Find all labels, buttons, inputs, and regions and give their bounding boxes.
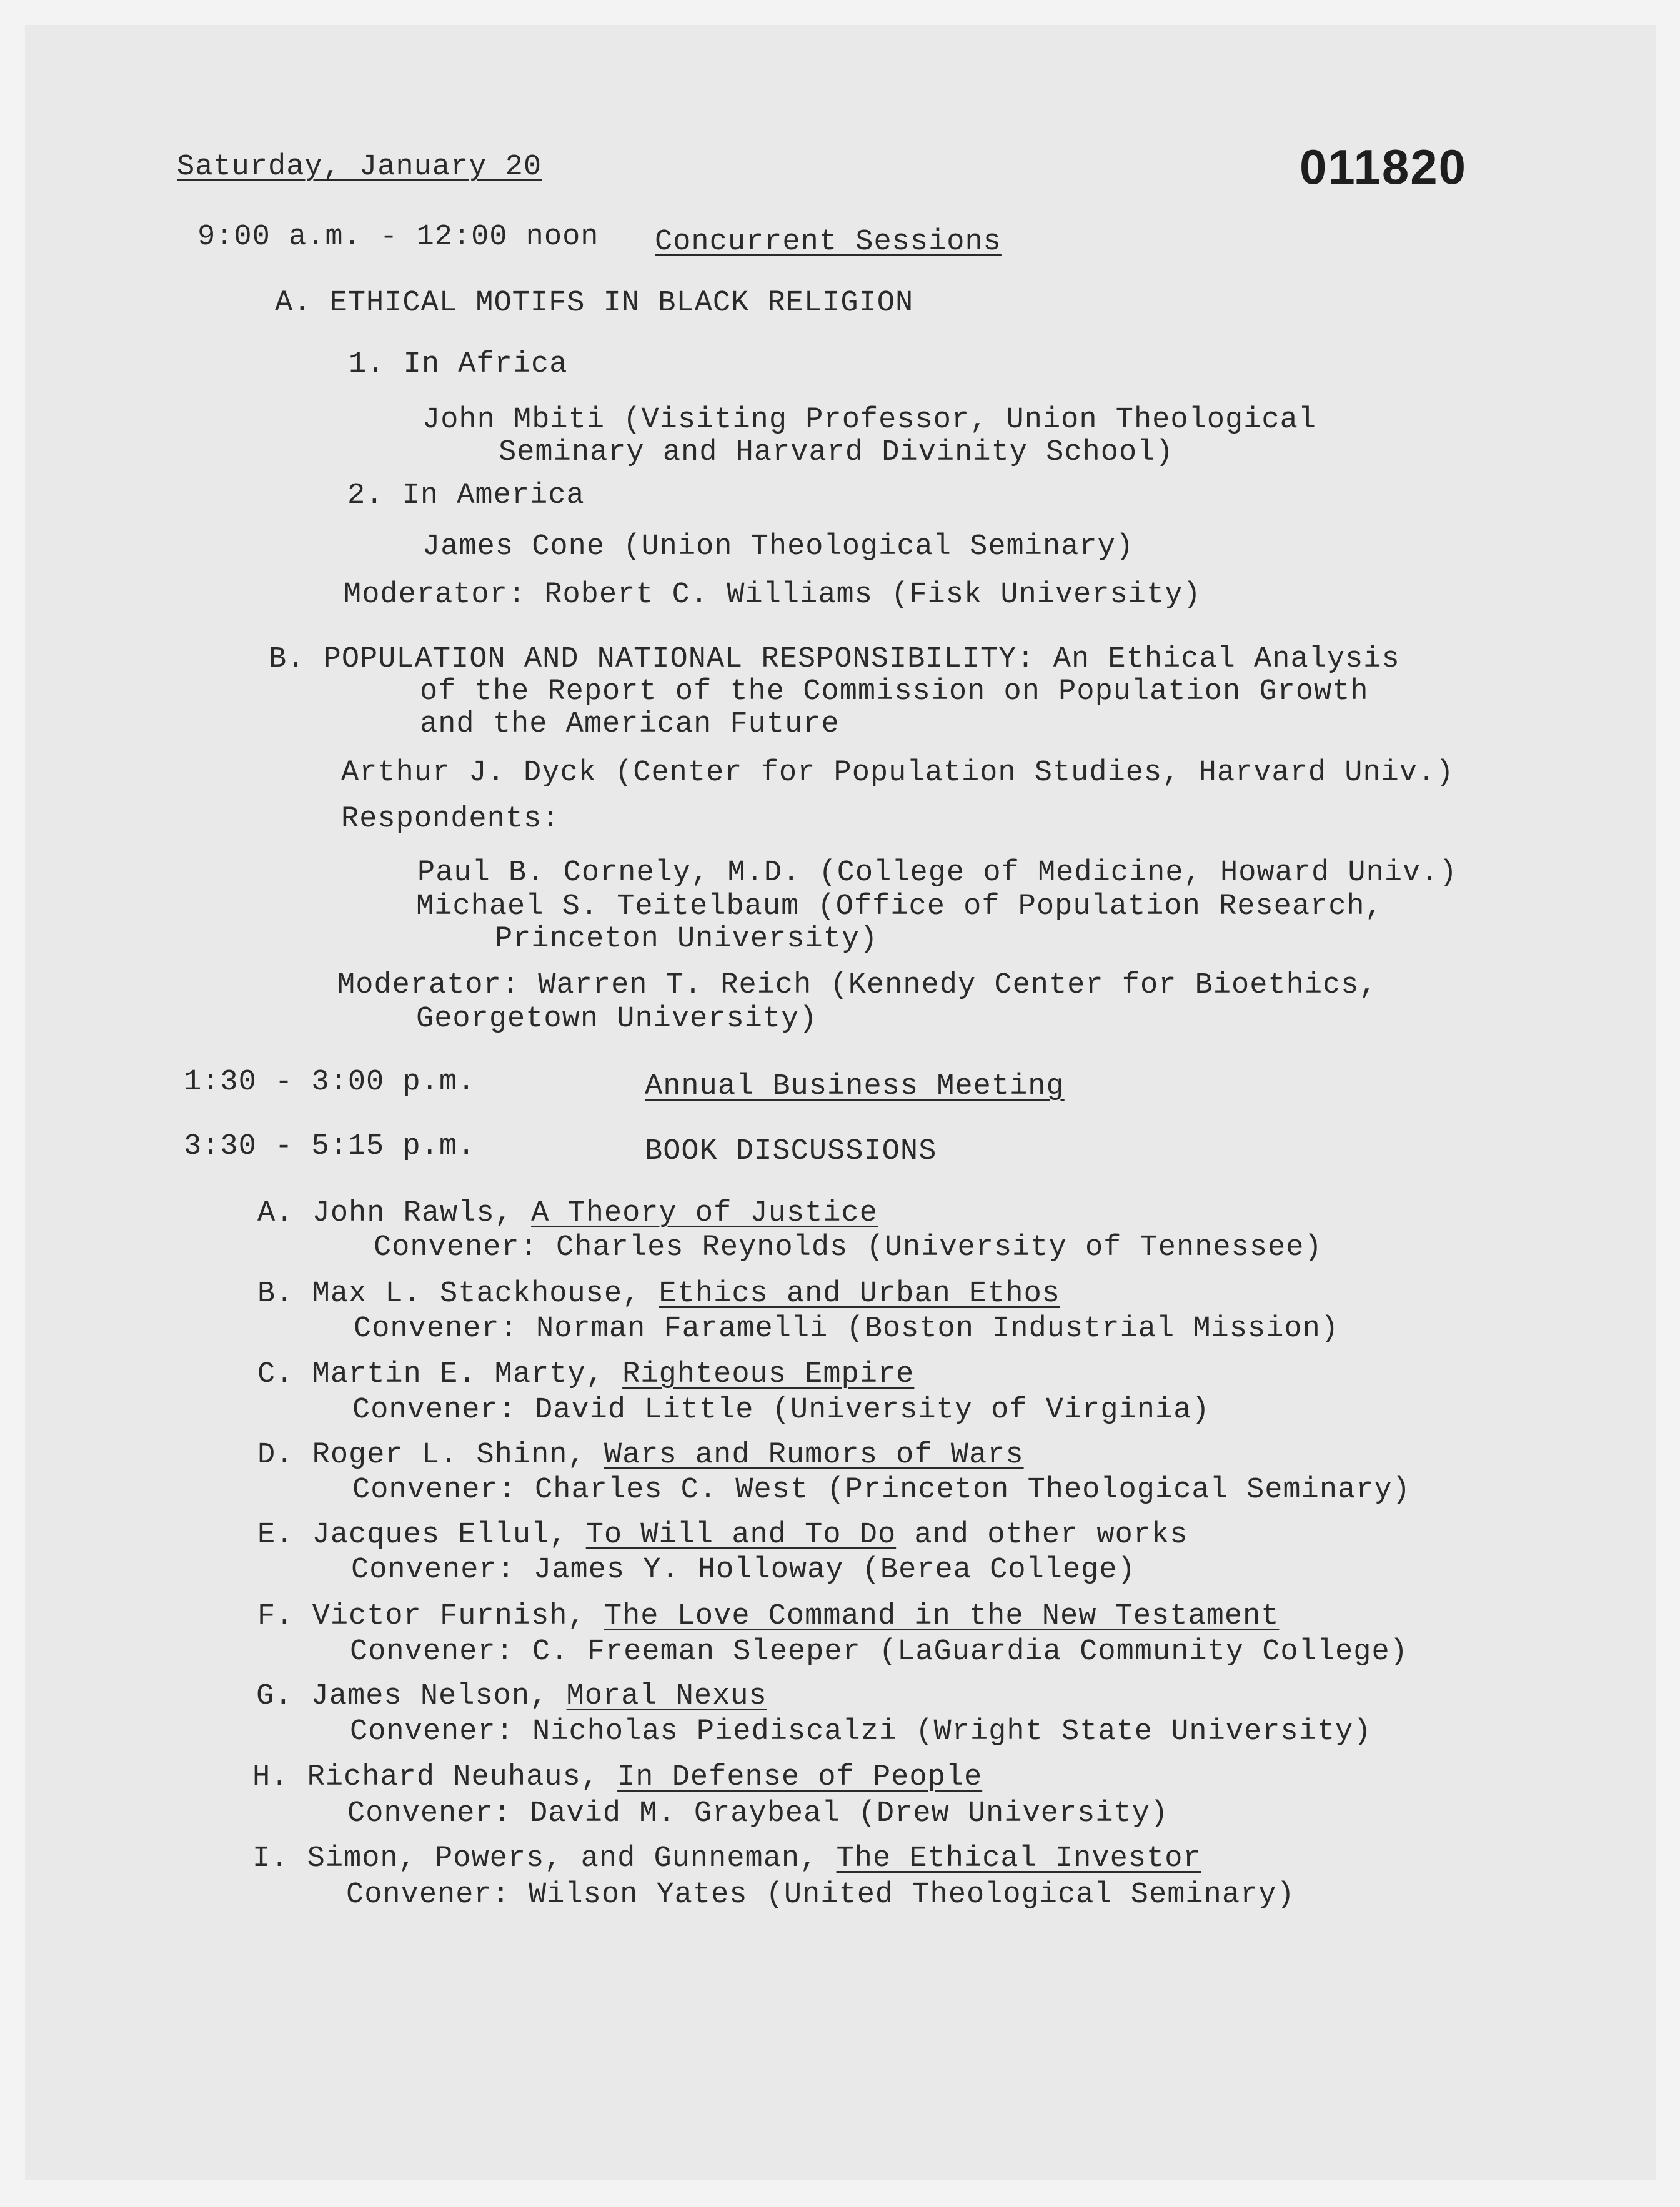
book-author: H. Richard Neuhaus,: [252, 1761, 618, 1794]
book-author: A. John Rawls,: [257, 1197, 532, 1230]
book-author: F. Victor Furnish,: [257, 1600, 604, 1633]
book-item-g: [256, 1679, 767, 1714]
morning-title: Concurrent Sessions: [655, 226, 1002, 259]
book-convener-d: Convener: Charles C. West (Princeton Theological Seminary): [352, 1474, 1411, 1507]
book-title: Ethics and Urban Ethos: [659, 1277, 1061, 1311]
book-convener-e: Convener: James Y. Holloway (Berea College): [351, 1554, 1136, 1587]
book-title: The Love Command in the New Testament: [604, 1600, 1280, 1633]
book-title: Moral Nexus: [566, 1680, 767, 1713]
session-a-sub2-speaker: James Cone (Union Theological Seminary): [422, 530, 1134, 563]
session-b-moderator: Moderator: Warren T. Reich (Kennedy Center for Bioethics,: [337, 969, 1378, 1002]
book-title: In Defense of People: [617, 1761, 983, 1794]
book-title: To Will and To Do: [585, 1519, 897, 1552]
book-item-c: [257, 1357, 914, 1392]
books-time: 3:30 - 5:15 p.m.: [184, 1130, 476, 1163]
document-number: 011820: [1300, 139, 1467, 194]
book-convener-g: Convener: Nicholas Piediscalzi (Wright State University): [350, 1715, 1372, 1748]
business-title: Annual Business Meeting: [645, 1070, 1065, 1103]
book-convener-b: Convener: Norman Faramelli (Boston Industrial Mission): [354, 1312, 1340, 1346]
book-item-h: [252, 1760, 982, 1795]
session-a-sub1-speaker: John Mbiti (Visiting Professor, Union Theological: [422, 404, 1317, 437]
book-convener-c: Convener: David Little (University of Virginia): [352, 1394, 1210, 1427]
book-item-i: [252, 1842, 1201, 1877]
book-suffix: and other works: [896, 1519, 1188, 1552]
book-convener-a: Convener: Charles Reynolds (University of Tennessee): [374, 1231, 1323, 1264]
book-item-e: [257, 1518, 1188, 1553]
business-time: 1:30 - 3:00 p.m.: [184, 1066, 476, 1099]
book-item-d: [257, 1438, 1024, 1473]
session-b-heading-cont-2: and the American Future: [420, 708, 840, 741]
book-convener-f: Convener: C. Freeman Sleeper (LaGuardia Community College): [350, 1635, 1408, 1669]
session-b-speaker: Arthur J. Dyck (Center for Population Studies, Harvard Univ.): [341, 756, 1454, 790]
book-item-b: [257, 1277, 1060, 1312]
session-b-heading-cont-1: of the Report of the Commission on Population Growth: [420, 675, 1369, 708]
session-a-sub1-label: 1. In Africa: [349, 348, 568, 381]
book-author: B. Max L. Stackhouse,: [257, 1277, 659, 1311]
book-item-f: [257, 1599, 1279, 1634]
session-a-sub2-label: 2. In America: [347, 479, 585, 512]
book-author: C. Martin E. Marty,: [257, 1358, 623, 1391]
book-author: G. James Nelson,: [256, 1680, 567, 1713]
book-convener-h: Convener: David M. Graybeal (Drew University): [347, 1797, 1169, 1830]
session-b-respondent-1: Paul B. Cornely, M.D. (College of Medicine, Howard Univ.): [417, 856, 1458, 890]
session-a-heading: A. ETHICAL MOTIFS IN BLACK RELIGION: [275, 287, 914, 320]
session-a-sub1-speaker-cont: Seminary and Harvard Divinity School): [499, 436, 1174, 469]
book-item-a: [257, 1196, 878, 1231]
session-b-respondents-label: Respondents:: [341, 803, 560, 836]
book-title: A Theory of Justice: [531, 1197, 878, 1230]
morning-time: 9:00 a.m. - 12:00 noon: [197, 221, 599, 254]
books-title: BOOK DISCUSSIONS: [645, 1135, 937, 1168]
session-b-respondent-2: Michael S. Teitelbaum (Office of Population Research,: [416, 890, 1383, 923]
book-author: I. Simon, Powers, and Gunneman,: [252, 1842, 837, 1875]
book-title: Righteous Empire: [622, 1358, 915, 1391]
session-b-respondent-2-cont: Princeton University): [495, 923, 878, 956]
book-title: Wars and Rumors of Wars: [604, 1439, 1024, 1472]
session-b-heading: B. POPULATION AND NATIONAL RESPONSIBILITY: An Ethical Analysis: [269, 643, 1400, 676]
book-author: E. Jacques Ellul,: [257, 1519, 586, 1552]
book-convener-i: Convener: Wilson Yates (United Theological Seminary): [346, 1878, 1295, 1912]
book-author: D. Roger L. Shinn,: [257, 1439, 604, 1472]
session-b-moderator-cont: Georgetown University): [416, 1003, 818, 1036]
session-a-moderator: Moderator: Robert C. Williams (Fisk University): [344, 578, 1201, 612]
schedule-date: Saturday, January 20: [177, 151, 542, 184]
book-title: The Ethical Investor: [836, 1842, 1201, 1875]
